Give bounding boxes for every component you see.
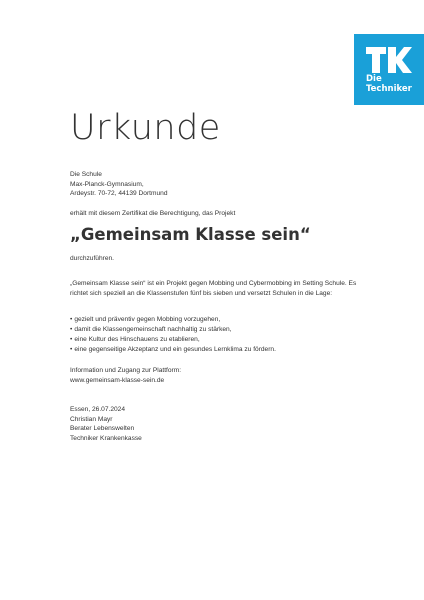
- place-date: Essen, 26.07.2024: [70, 406, 125, 413]
- logo-line-2: Techniker: [366, 84, 412, 94]
- perform-text: durchzuführen.: [70, 255, 114, 262]
- school-label: Die Schule: [70, 171, 102, 178]
- school-block: [70, 170, 370, 199]
- logo-line-1: Die: [366, 74, 382, 84]
- school-address: Ardeystr. 70-72, 44139 Dortmund: [70, 190, 168, 198]
- description-text: „Gemeinsam Klasse sein“ ist ein Projekt gegen Mobbing und Cybermobbing im Setting Schule. Es richtet sich speziell an die Klassenstufen fünf bis sieben und versetzt Schulen in die Lage:: [70, 280, 357, 297]
- info-block: [70, 366, 370, 385]
- goal-list: [70, 315, 370, 355]
- tk-logo-text: [366, 74, 412, 94]
- tk-logo: [354, 34, 424, 105]
- signer-role: Berater Lebenswelten: [70, 425, 135, 433]
- page-title: Urkunde: [70, 108, 221, 148]
- signature-block: [70, 405, 370, 443]
- list-item: • eine Kultur des Hinschauens zu etablieren,: [70, 335, 370, 345]
- list-item: • gezielt und präventiv gegen Mobbing vorzugehen,: [70, 315, 370, 325]
- tk-logo-mark-icon: [366, 47, 412, 73]
- signer-name: Christian Mayr: [70, 415, 113, 423]
- list-item: • damit die Klassengemeinschaft nachhaltig zu stärken,: [70, 325, 370, 335]
- school-name: Max-Planck-Gymnasium,: [70, 180, 144, 188]
- project-title: „Gemeinsam Klasse sein“: [70, 225, 311, 244]
- list-item: • eine gegenseitige Akzeptanz und ein gesundes Lernklima zu fördern.: [70, 345, 370, 355]
- signer-org: Techniker Krankenkasse: [70, 434, 142, 442]
- grant-text: erhält mit diesem Zertifikat die Berechtigung, das Projekt: [70, 210, 236, 217]
- info-label: Information und Zugang zur Plattform:: [70, 367, 182, 374]
- platform-link[interactable]: www.gemeinsam-klasse-sein.de: [70, 376, 165, 384]
